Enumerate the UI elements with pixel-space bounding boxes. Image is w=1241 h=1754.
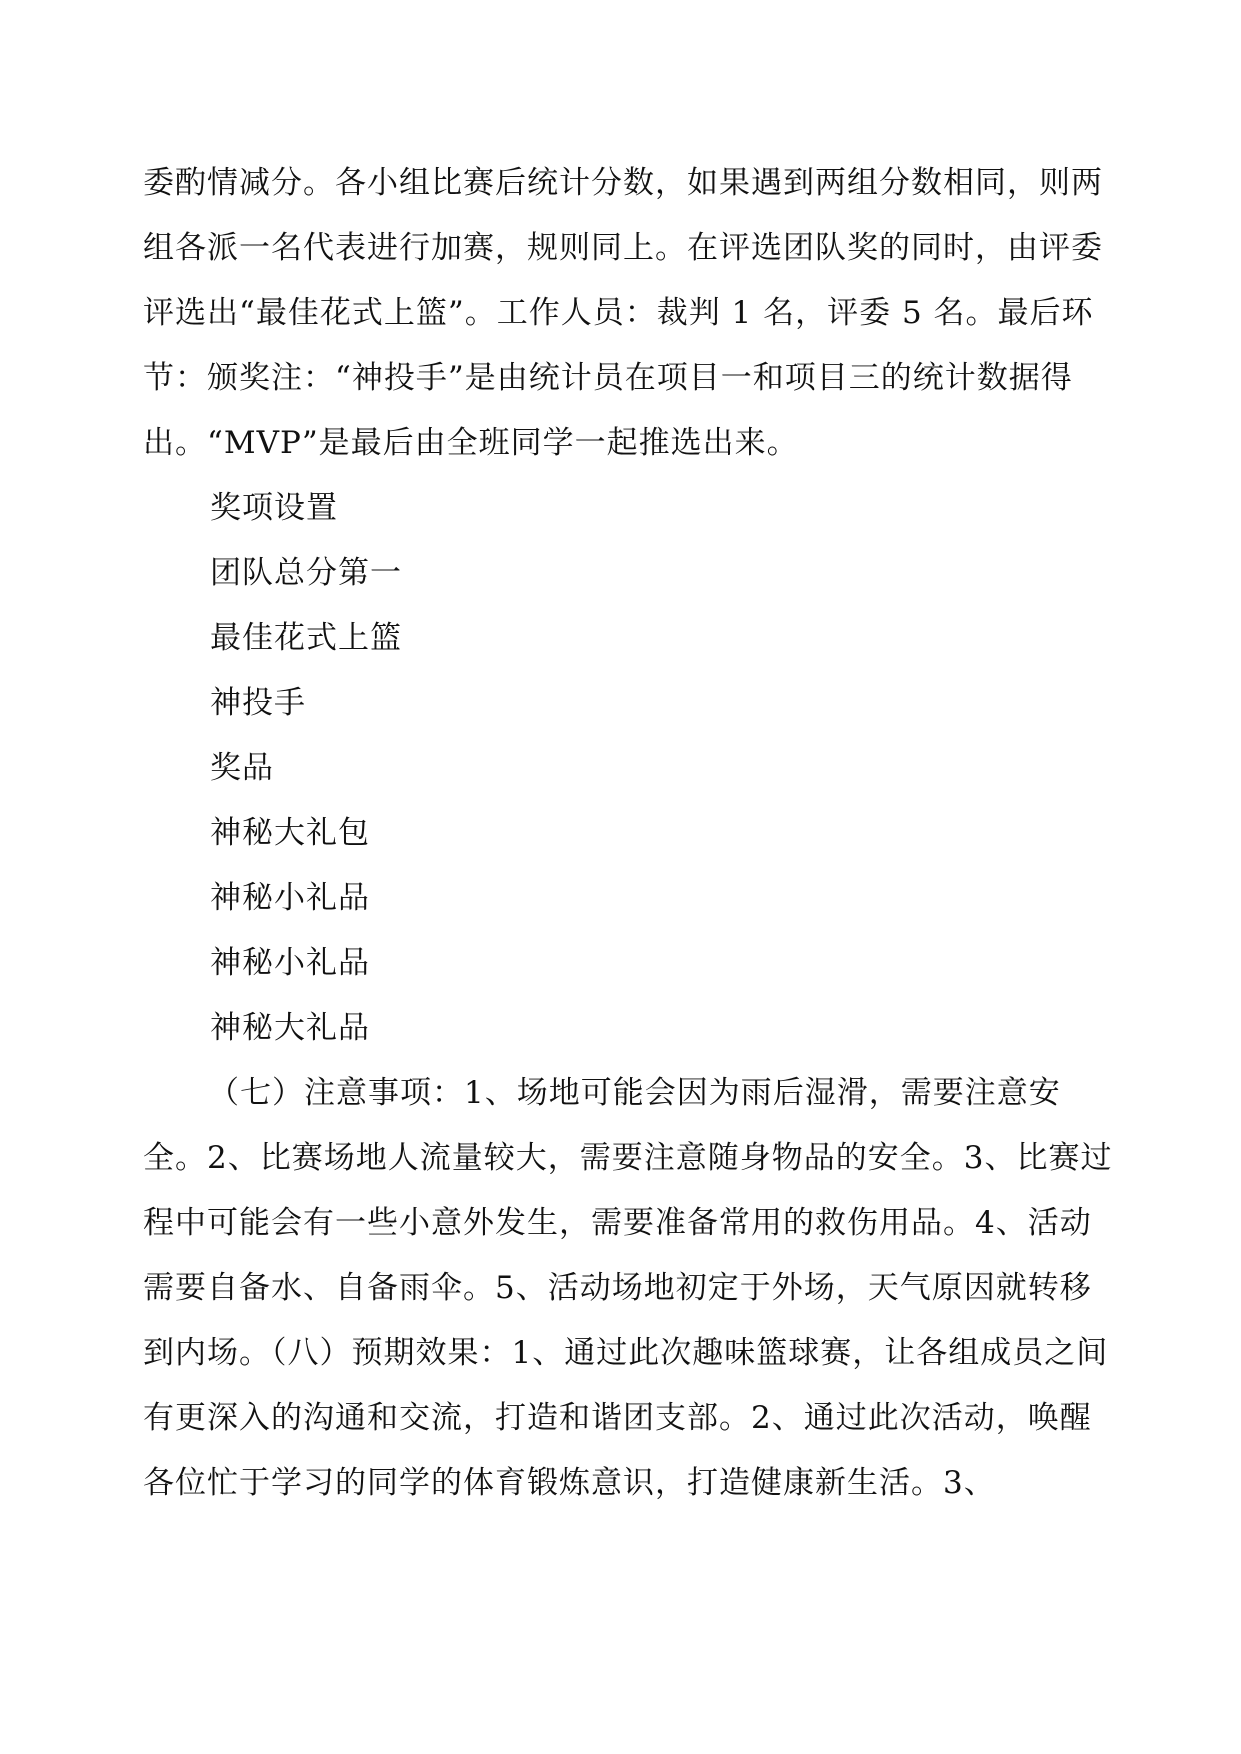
award-list-item: 奖品 (210, 750, 274, 786)
award-list-item: 神投手 (210, 685, 306, 721)
award-list-item: 神秘小礼品 (210, 880, 370, 916)
award-list-item: 神秘小礼品 (210, 945, 370, 981)
body-paragraph-rules: 委酌情减分。各小组比赛后统计分数，如果遇到两组分数相同，则两组各派一名代表进行加赛，规则同上。在评选团队奖的同时，由评委评选出“最佳花式上篮”。工作人员：裁判 1 名，评委 5 名。最后环节：颁奖注：“神投手”是由统计员在项目一和项目三的统计数据得出。“MVP”是最后由全班同学一起推选出来。 (143, 165, 1103, 461)
body-paragraph-notes: （七）注意事项：1、场地可能会因为雨后湿滑，需要注意安全。2、比赛场地人流量较大，需要注意随身物品的安全。3、比赛过程中可能会有一些小意外发生，需要准备常用的救伤用品。4、活动需要自备水、自备雨伞。5、活动场地初定于外场，天气原因就转移到内场。（八）预期效果：1、通过此次趣味篮球赛，让各组成员之间有更深入的沟通和交流，打造和谐团支部。2、通过此次活动，唤醒各位忙于学习的同学的体育锻炼意识，打造健康新生活。3、 (143, 1075, 1113, 1501)
award-list-item: 奖项设置 (210, 490, 338, 526)
award-list (210, 476, 402, 1061)
award-list-item: 团队总分第一 (210, 555, 402, 591)
award-list-item: 最佳花式上篮 (210, 620, 402, 656)
award-list-item: 神秘大礼包 (210, 815, 370, 851)
award-list-item: 神秘大礼品 (210, 1010, 370, 1046)
